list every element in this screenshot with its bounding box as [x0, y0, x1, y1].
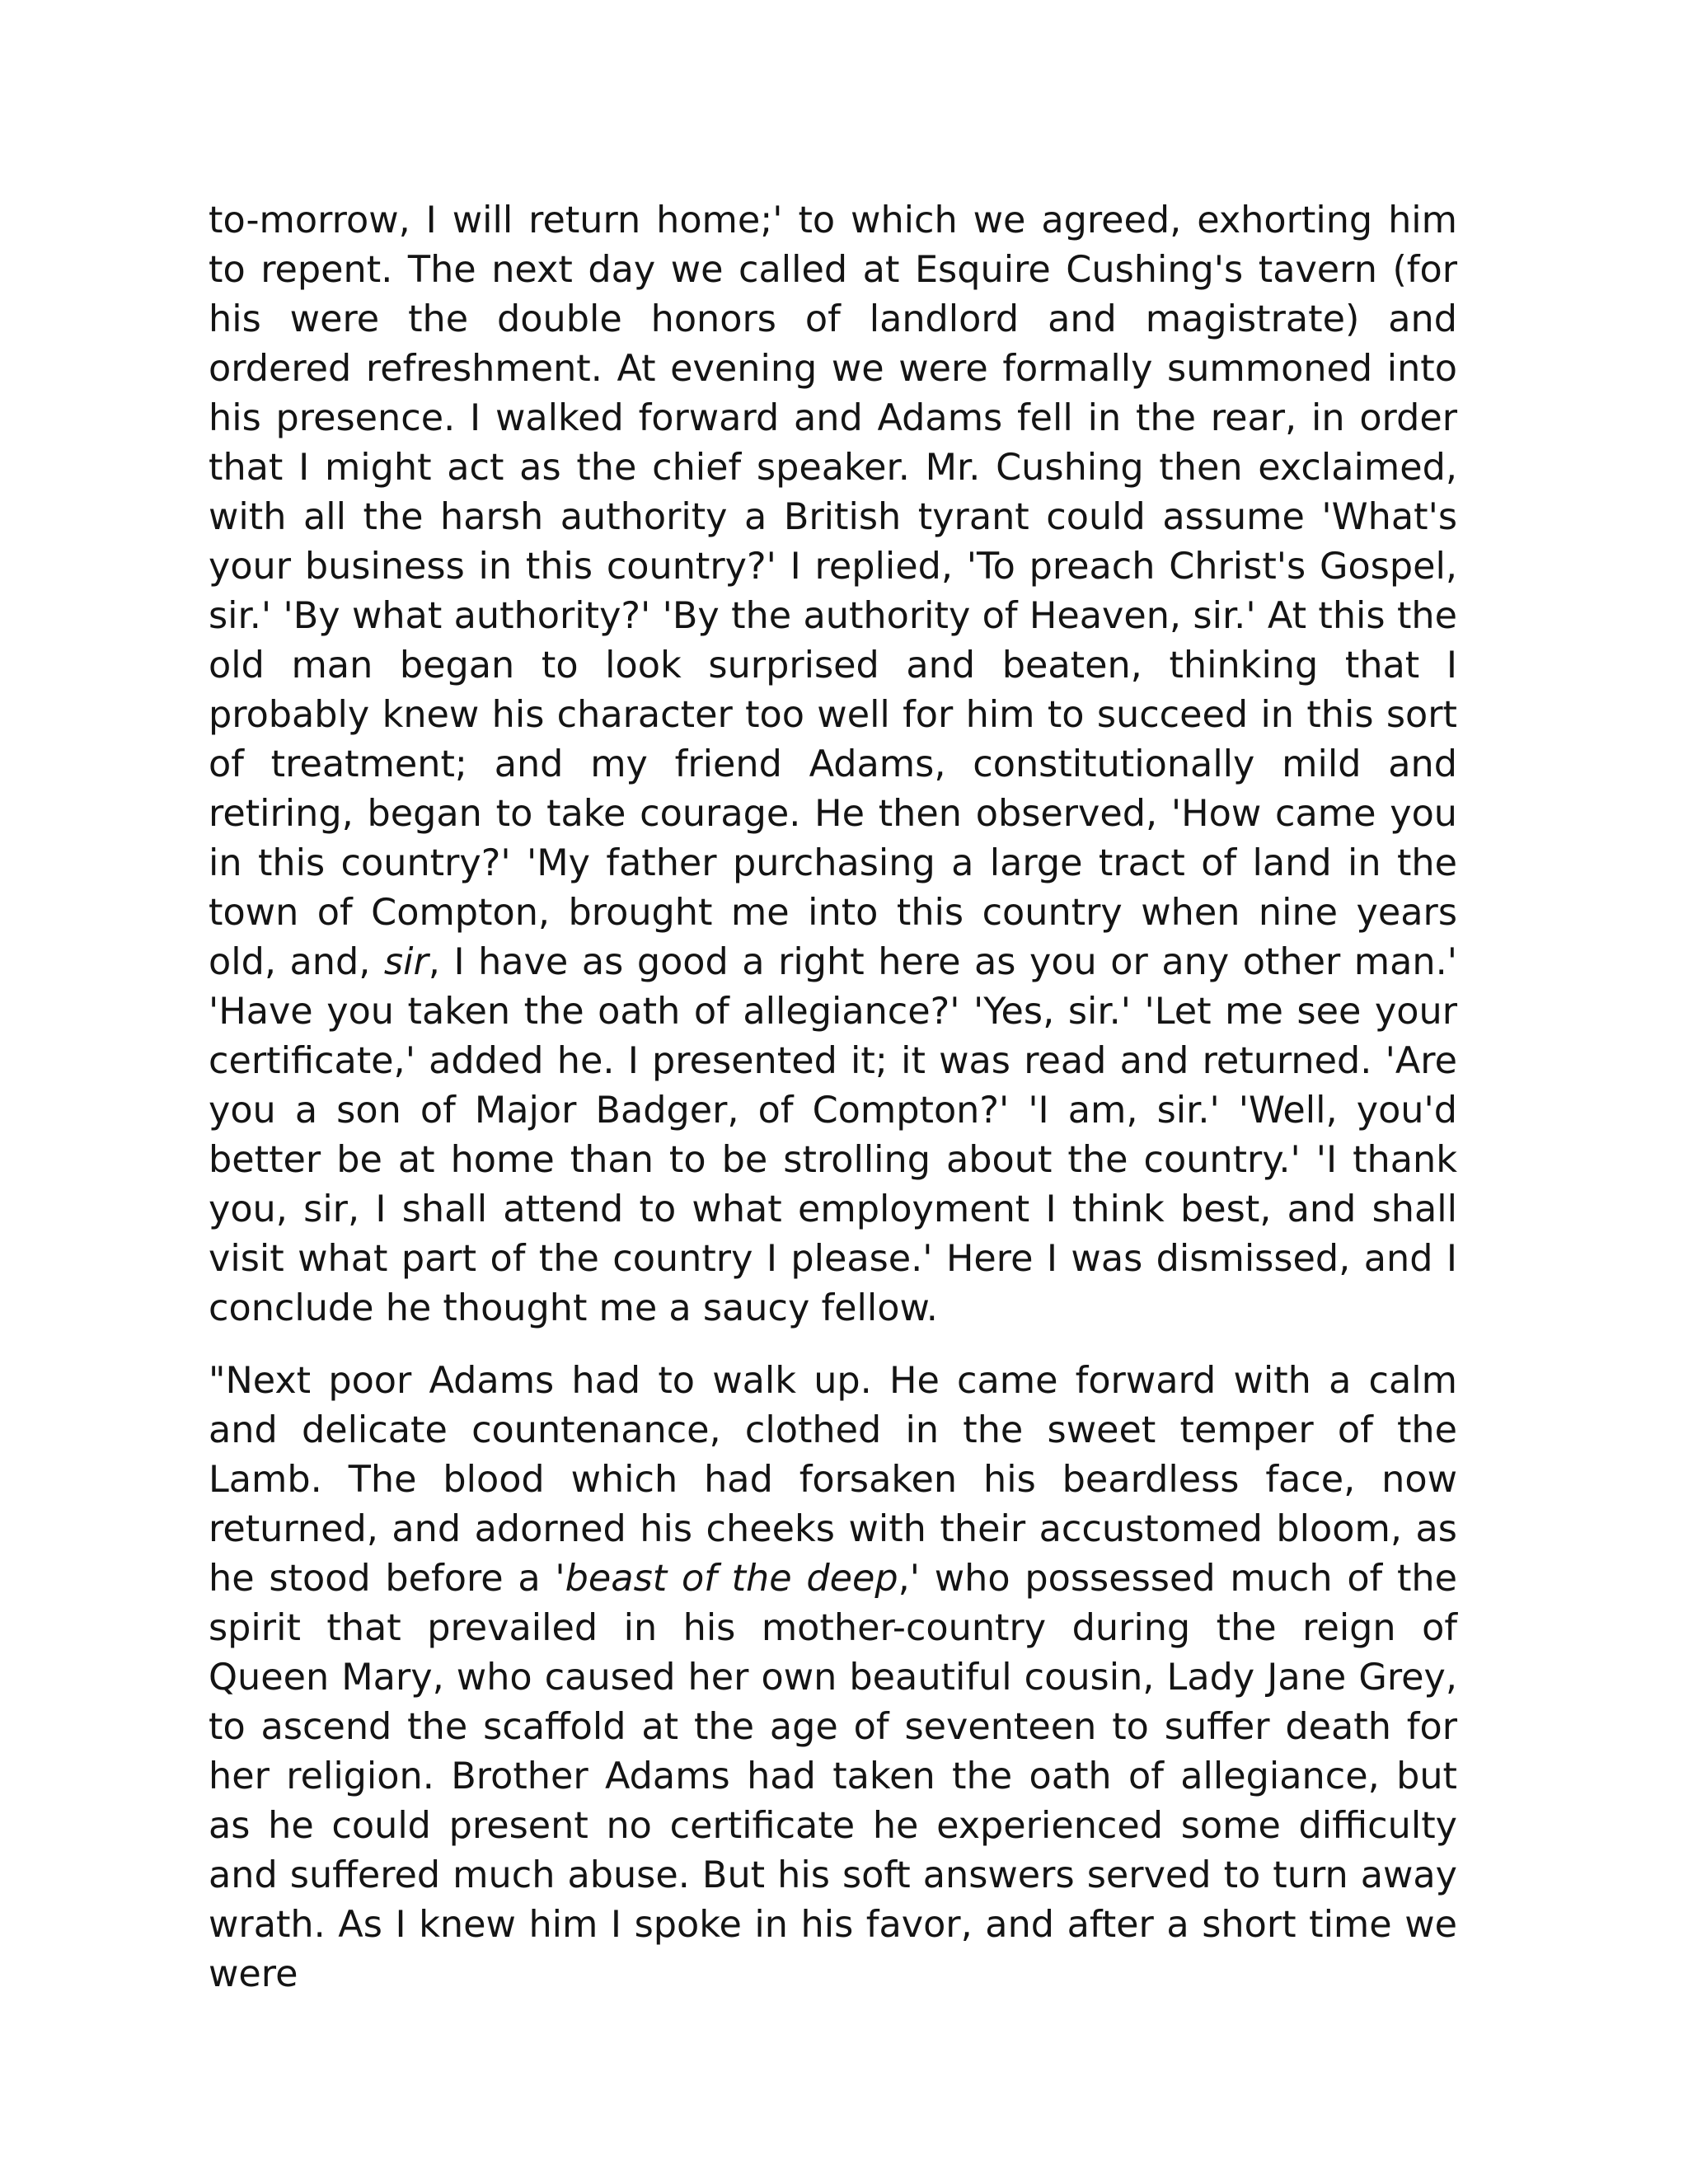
text-segment: to-morrow, I will return home;' to which we agreed, exhorting him to repent. The next day we called at Esquire Cushing's tavern (for his were the double honors of landlord and magistrate) and ordered refreshment. At evening we were formally summoned into his presence. I walked forward and Adams fell in the rear, in order that I might act as the chief speaker. Mr. Cushing then exclaimed, with all the harsh authority a British tyrant could assume 'What's your business in this country?' I replied, 'To preach Christ's Gospel, sir.' 'By what authority?' 'By the authority of Heaven, sir.' At this the old man began to look surprised and beaten, thinking that I probably knew his character too well for him to succeed in this sort of treatment; and my friend Adams, constitutionally mild and retiring, began to take courage. He then observed, 'How came you in this country?' 'My father purchasing a large tract of land in the town of Compton, brought me into this country when nine years old, and,: [209, 199, 1457, 983]
text-segment: "Next poor Adams had to walk up. He came forward with a calm and delicate countenance, clothed in the sweet temper of the Lamb. The blood which had forsaken his beardless face, now returned, and adorned his cheeks with their accustomed bloom, as he stood before a ': [209, 1360, 1457, 1600]
italic-segment: beast of the deep: [565, 1558, 898, 1600]
paragraph-2: [209, 1357, 1457, 1999]
text-segment: , I have as good a right here as you or any other man.' 'Have you taken the oath of allegiance?' 'Yes, sir.' 'Let me see your certificate,' added he. I presented it; it was read and returned. 'Are you a son of Major Badger, of Compton?' 'I am, sir.' 'Well, you'd better be at home than to be strolling about the country.' 'I thank you, sir, I shall attend to what employment I think best, and shall visit what part of the country I please.' Here I was dismissed, and I conclude he thought me a saucy fellow.: [209, 941, 1457, 1329]
document-page: [209, 196, 1457, 2022]
paragraph-1: [209, 196, 1457, 1333]
text-segment: ,' who possessed much of the spirit that prevailed in his mother-country during the reign of Queen Mary, who caused her own beautiful cousin, Lady Jane Grey, to ascend the scaffold at the age of seventeen to suffer death for her religion. Brother Adams had taken the oath of allegiance, but as he could present no certificate he experienced some difficulty and suffered much abuse. But his soft answers served to turn away wrath. As I knew him I spoke in his favor, and after a short time we were: [209, 1558, 1458, 1995]
italic-segment: sir: [383, 941, 429, 983]
